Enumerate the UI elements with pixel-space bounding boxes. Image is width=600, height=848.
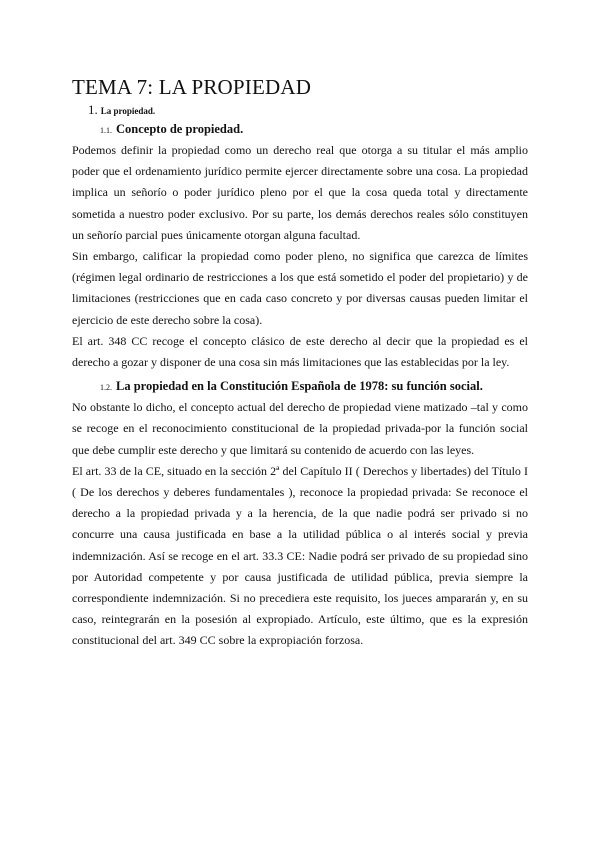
document-page xyxy=(72,74,528,652)
paragraph-art-33: El art. 33 de la CE, situado en la sección 2ª del Capítulo II ( Derechos y libertades) del Título I ( De los derechos y deberes fundamentales ), reconoce la propiedad privada: Se reconoce el derecho a la propiedad privada y a la herencia, de la que nadie podrá ser privado si no concurre una causa justificada en base a la utilidad pública o al interés social y previa indemnización. Así se recoge en el art. 33.3 CE: Nadie podrá ser privado de su propiedad sino por Autoridad competente y por causa justificada de utilidad pública, previa siempre la correspondiente indemnización. Si no precediera este requisito, los jueces ampararán y, en su caso, reintegrarán en la posesión al expropiado. Artículo, este último, que es la expresión constitucional del art. 349 CC sobre la expropiación forzosa. xyxy=(72,463,528,648)
subsection-label: Concepto de propiedad. xyxy=(116,122,244,136)
paragraph-definition: Podemos definir la propiedad como un derecho real que otorga a su titular el más amplio poder que el ordenamiento jurídico permite ejercer directamente sobre una cosa. La propiedad implica un señorío o poder jurídico pleno por el que la cosa queda total y directamente sometida a nuestro poder exclusivo. Por su parte, los demás derechos reales sólo constituyen un señorío parcial pues únicamente otorgan alguna facultad. xyxy=(72,143,528,242)
section-label: La propiedad. xyxy=(100,106,156,116)
subsection-number: 1.1. xyxy=(100,126,112,135)
section-number: 1. xyxy=(88,102,98,117)
subsection-label: La propiedad en la Constitución Española de 1978: su función social. xyxy=(116,379,483,394)
subsection-heading-1-1 xyxy=(100,120,528,140)
section-heading-1 xyxy=(88,104,528,117)
paragraph-social-function: No obstante lo dicho, el concepto actual del derecho de propiedad viene matizado –tal y como se recoge en el reconocimiento constitucional de la propiedad privada-por la función social que debe cumplir este derecho y que limitará su contenido de acuerdo con las leyes. xyxy=(72,400,528,457)
subsection-heading-1-2 xyxy=(100,377,528,397)
subsection-number: 1.2. xyxy=(100,383,112,393)
page-title: TEMA 7: LA PROPIEDAD xyxy=(72,75,312,99)
paragraph-limits: Sin embargo, calificar la propiedad como poder pleno, no significa que carezca de límites (régimen legal ordinario de restricciones a los que está sometido el poder del propietario) y de limitaciones (restricciones que en cada caso concreto y por diversas causas pueden limitar el ejercicio de este derecho sobre la cosa). xyxy=(72,249,528,327)
paragraph-art-348: El art. 348 CC recoge el concepto clásico de este derecho al decir que la propiedad es el derecho a gozar y disponer de una cosa sin más limitaciones que las establecidas por la ley. xyxy=(72,333,528,370)
